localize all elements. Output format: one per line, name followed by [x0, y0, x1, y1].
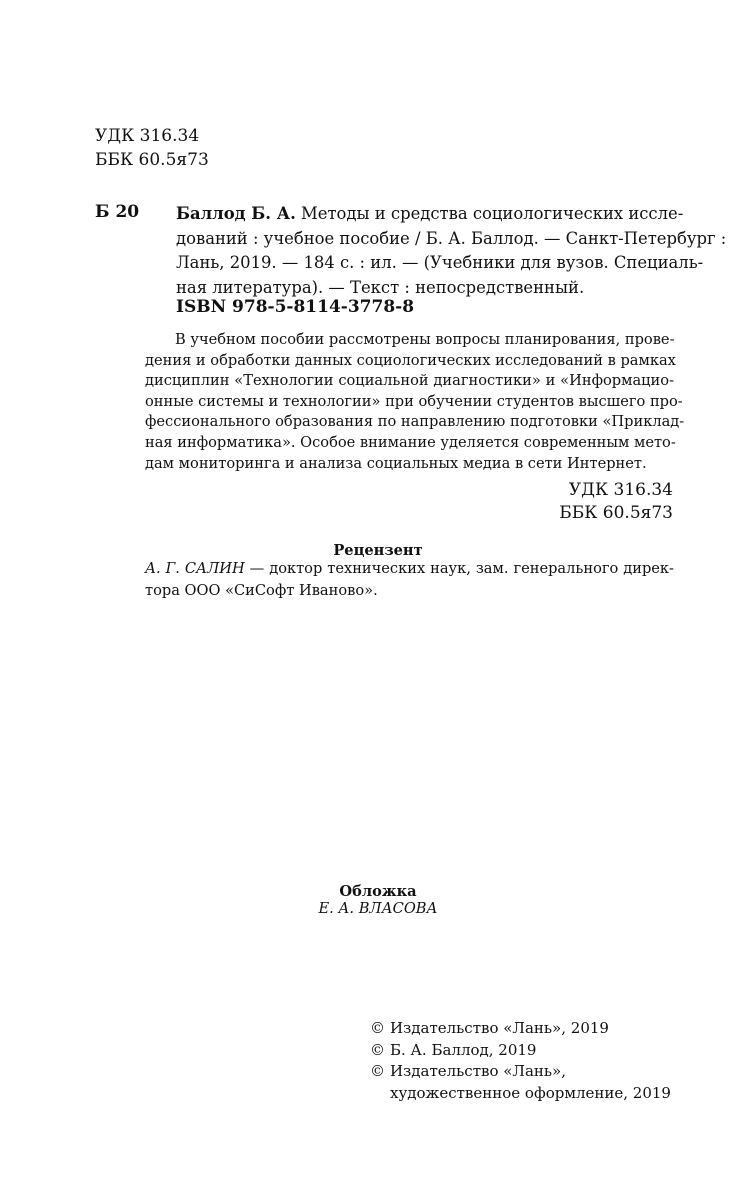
copyright-continuation: художественное оформление, 2019 [390, 1083, 671, 1102]
isbn-number: ISBN 978-5-8114-3778-8 [176, 297, 415, 317]
abstract-line: дения и обработки данных социологических исследований в рамках [145, 351, 676, 369]
reviewer-heading: Рецензент [333, 542, 423, 559]
reviewer-line-2: тора ООО «СиСофт Иваново». [145, 581, 378, 599]
abstract-line: ная информатика». Особое внимание уделяется современным мето- [145, 433, 676, 451]
bbk-code-top: ББК 60.5я73 [95, 150, 209, 170]
reviewer-line-1-rest: — доктор технических наук, зам. генерального дирек- [244, 560, 674, 577]
copyright-symbol: © [370, 1019, 385, 1037]
copyright-line [370, 1018, 671, 1040]
copyright-text: Б. А. Баллод, 2019 [390, 1040, 537, 1059]
copyright-text: Издательство «Лань», [390, 1062, 567, 1080]
catalog-record [176, 202, 727, 300]
copyright-block [370, 1018, 671, 1104]
udk-code-right: УДК 316.34 [568, 480, 673, 500]
catalog-author: Баллод Б. А. [176, 204, 296, 223]
copyright-symbol: © [370, 1040, 385, 1059]
catalog-line-4: ная литература). — Текст : непосредственный. [176, 277, 585, 297]
udk-code-top: УДК 316.34 [95, 126, 200, 146]
reviewer-line-1 [145, 558, 674, 580]
reviewer-text [145, 558, 674, 601]
catalog-line-1 [176, 202, 684, 227]
abstract-paragraph [145, 330, 685, 474]
abstract-line: дам мониторинга и анализа социальных медиа в сети Интернет. [145, 454, 647, 472]
catalog-line-3: Лань, 2019. — 184 с. : ил. — (Учебники для вузов. Специаль- [176, 253, 704, 273]
catalog-author-mark: Б 20 [95, 202, 140, 222]
catalog-line-1-rest: Методы и средства социологических иссле- [295, 204, 684, 223]
copyright-symbol: © [370, 1062, 385, 1080]
abstract-line: дисциплин «Технологии социальной диагностики» и «Информацио- [145, 372, 674, 390]
cover-heading: Обложка [339, 883, 417, 900]
cover-designer-name: Е. А. ВЛАСОВА [318, 900, 438, 917]
abstract-line: фессионального образования по направлению подготовки «Приклад- [145, 413, 685, 431]
bbk-code-right: ББК 60.5я73 [559, 503, 673, 523]
copyright-text: Издательство «Лань», 2019 [390, 1019, 609, 1037]
abstract-line: онные системы и технологии» при обучении студентов высшего про- [145, 392, 683, 410]
copyright-line [370, 1061, 671, 1083]
catalog-line-2: дований : учебное пособие / Б. А. Баллод. — Санкт-Петербург : [176, 228, 727, 248]
abstract-line: В учебном пособии рассмотрены вопросы планирования, прове- [175, 331, 675, 348]
copyright-line [370, 1040, 671, 1062]
reviewer-name: А. Г. САЛИН [145, 560, 245, 577]
